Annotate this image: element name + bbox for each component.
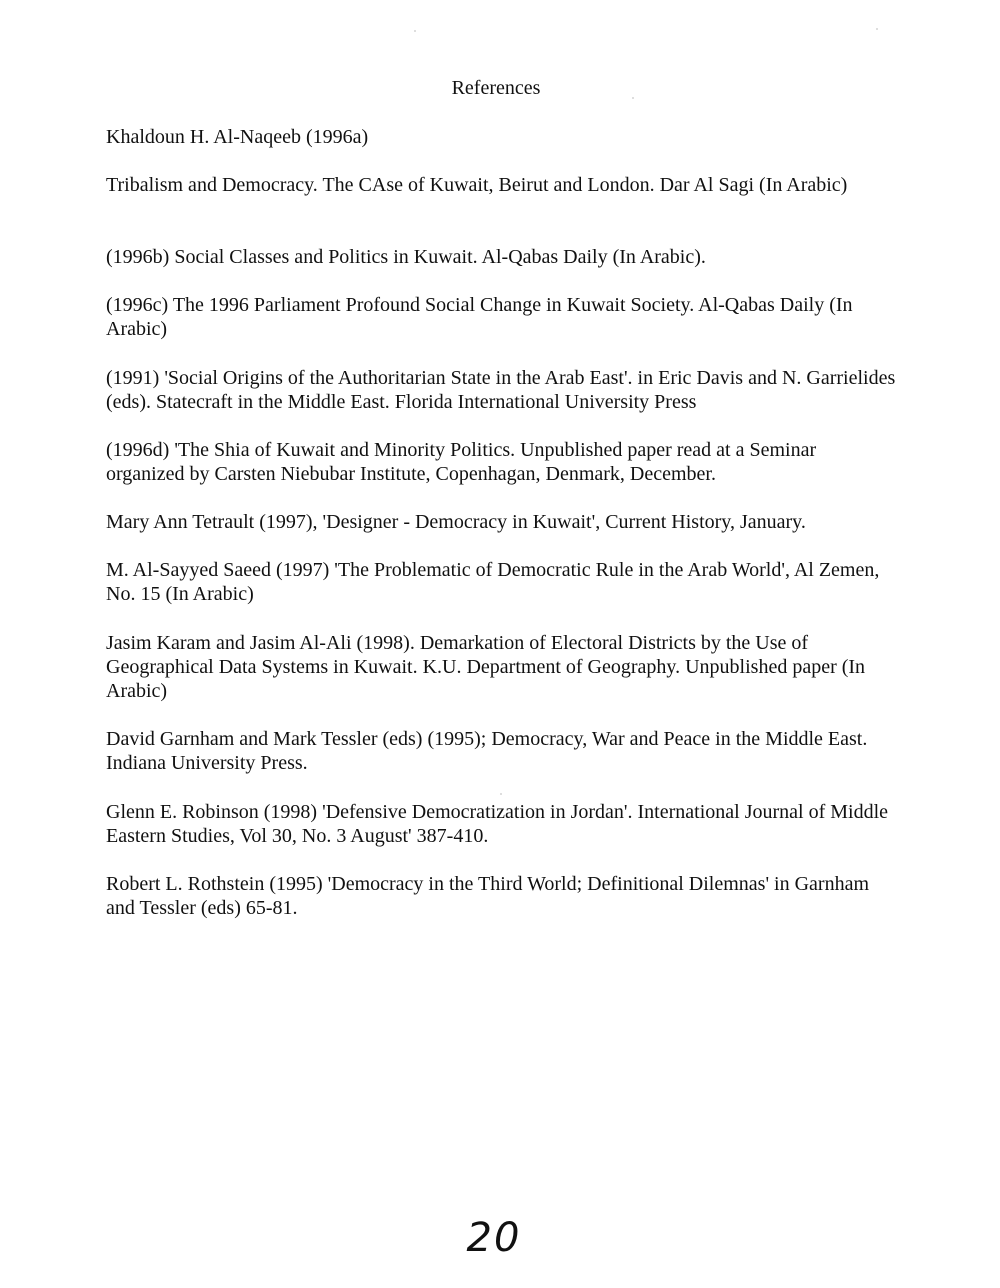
page-number-text: 20 <box>466 1215 522 1261</box>
reference-entry: (1996b) Social Classes and Politics in Kuwait. Al-Qabas Daily (In Arabic). <box>106 246 706 268</box>
reference-entry: (1991) 'Social Origins of the Authoritarian State in the Arab East'. in Eric Davis and N. Garrielides (eds). Statecraft in the Middle East. Florida International University Press <box>106 367 896 413</box>
scan-speck <box>876 28 878 30</box>
page-number <box>0 1214 1000 1262</box>
reference-entry: Jasim Karam and Jasim Al-Ali (1998). Demarkation of Electoral Districts by the Use of Geographical Data Systems in Kuwait. K.U. Department of Geography. Unpublished paper (In Arabic) <box>106 632 866 702</box>
reference-entry: M. Al-Sayyed Saeed (1997) 'The Problematic of Democratic Rule in the Arab World', Al Zemen, No. 15 (In Arabic) <box>106 559 880 605</box>
reference-author-header: Khaldoun H. Al-Naqeeb (1996a) <box>106 126 369 148</box>
heading-text: References <box>451 77 541 99</box>
scan-speck <box>414 30 416 32</box>
scan-speck <box>500 793 502 795</box>
reference-entry: (1996c) The 1996 Parliament Profound Social Change in Kuwait Society. Al-Qabas Daily (In Arabic) <box>106 294 853 340</box>
reference-entry: (1996d) 'The Shia of Kuwait and Minority Politics. Unpublished paper read at a Seminar organized by Carsten Niebubar Institute, Copenhagan, Denmark, December. <box>106 439 817 485</box>
reference-entry: Robert L. Rothstein (1995) 'Democracy in the Third World; Definitional Dilemnas' in Garnham and Tessler (eds) 65-81. <box>106 873 870 919</box>
reference-entry: Mary Ann Tetrault (1997), 'Designer - Democracy in Kuwait', Current History, January. <box>106 511 806 533</box>
reference-entry: David Garnham and Mark Tessler (eds) (1995); Democracy, War and Peace in the Middle East. Indiana University Press. <box>106 728 868 774</box>
reference-entry: Tribalism and Democracy. The CAse of Kuwait, Beirut and London. Dar Al Sagi (In Arabic) <box>106 174 848 196</box>
page-heading <box>0 76 1000 100</box>
scan-speck <box>632 97 634 99</box>
reference-entry: Glenn E. Robinson (1998) 'Defensive Democratization in Jordan'. International Journal of Middle Eastern Studies, Vol 30, No. 3 August' 387-410. <box>106 801 889 847</box>
